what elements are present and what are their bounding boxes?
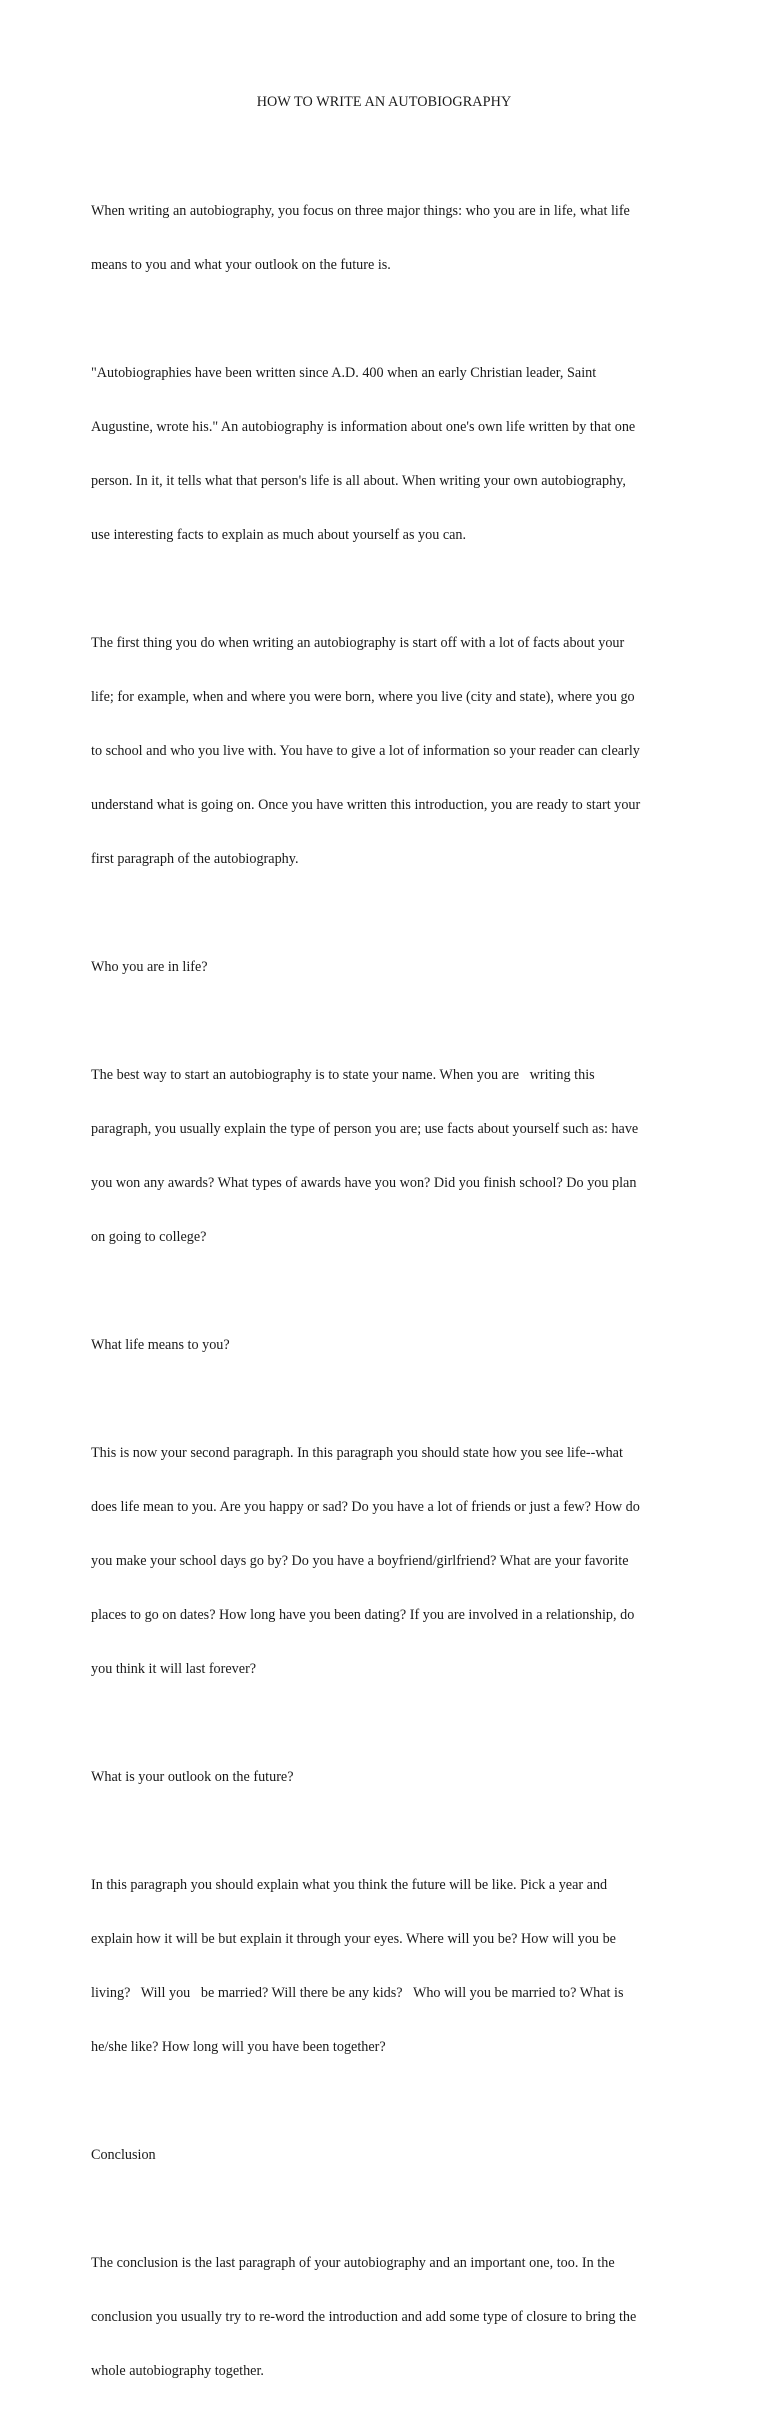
text-line: Augustine, wrote his." An autobiography is information about one's own life written by that one <box>91 419 636 435</box>
text-line: life; for example, when and where you were born, where you live (city and state), where you go <box>91 689 635 705</box>
life-meaning-paragraph <box>91 1408 691 1714</box>
text-line: he/she like? How long will you have been together? <box>91 2039 386 2055</box>
text-line: understand what is going on. Once you have written this introduction, you are ready to start your <box>91 797 641 813</box>
section-heading-outlook <box>91 1732 691 1822</box>
text-line: The best way to start an autobiography is to state your name. When you are writing this <box>91 1067 595 1083</box>
section-heading-life-meaning <box>91 1300 691 1390</box>
first-step-paragraph <box>91 598 691 904</box>
text-line: places to go on dates? How long have you been dating? If you are involved in a relationship, do <box>91 1607 635 1623</box>
text-line: does life mean to you. Are you happy or sad? Do you have a lot of friends or just a few? How do <box>91 1499 640 1515</box>
section-heading-conclusion <box>91 2110 691 2200</box>
text-line: you won any awards? What types of awards have you won? Did you finish school? Do you plan <box>91 1175 637 1191</box>
conclusion-paragraph <box>91 2218 691 2416</box>
text-line: use interesting facts to explain as much about yourself as you can. <box>91 527 467 543</box>
text-line: paragraph, you usually explain the type of person you are; use facts about yourself such as: have <box>91 1121 639 1137</box>
text-line: whole autobiography together. <box>91 2363 264 2379</box>
text-line: What is your outlook on the future? <box>91 1769 294 1785</box>
text-line: Conclusion <box>91 2147 156 2163</box>
outlook-paragraph <box>91 1840 691 2092</box>
text-line: living? Will you be married? Will there be any kids? Who will you be married to? What is <box>91 1985 624 2001</box>
section-heading-who-you-are <box>91 922 691 1012</box>
text-line: to school and who you live with. You have to give a lot of information so your reader can clearly <box>91 743 640 759</box>
text-line: "Autobiographies have been written since A.D. 400 when an early Christian leader, Saint <box>91 365 597 381</box>
text-line: The first thing you do when writing an autobiography is start off with a lot of facts about your <box>91 635 625 651</box>
document-body <box>91 166 691 2434</box>
text-line: first paragraph of the autobiography. <box>91 851 299 867</box>
intro-paragraph <box>91 166 691 310</box>
who-you-are-paragraph <box>91 1030 691 1282</box>
text-line: The conclusion is the last paragraph of your autobiography and an important one, too. In the <box>91 2255 615 2271</box>
text-line: explain how it will be but explain it through your eyes. Where will you be? How will you be <box>91 1931 616 1947</box>
text-line: When writing an autobiography, you focus on three major things: who you are in life, what life <box>91 203 630 219</box>
text-line: on going to college? <box>91 1229 207 1245</box>
text-line: you make your school days go by? Do you have a boyfriend/girlfriend? What are your favorite <box>91 1553 629 1569</box>
text-line: Who you are in life? <box>91 959 208 975</box>
text-line: conclusion you usually try to re-word the introduction and add some type of closure to bring the <box>91 2309 637 2325</box>
text-line: What life means to you? <box>91 1337 230 1353</box>
text-line: person. In it, it tells what that person's life is all about. When writing your own autobiography, <box>91 473 626 489</box>
document-title: HOW TO WRITE AN AUTOBIOGRAPHY <box>256 94 512 110</box>
quote-paragraph <box>91 328 691 580</box>
text-line: This is now your second paragraph. In this paragraph you should state how you see life--what <box>91 1445 623 1461</box>
text-line: means to you and what your outlook on the future is. <box>91 257 391 273</box>
text-line: In this paragraph you should explain what you think the future will be like. Pick a year and <box>91 1877 608 1893</box>
text-line: you think it will last forever? <box>91 1661 257 1677</box>
